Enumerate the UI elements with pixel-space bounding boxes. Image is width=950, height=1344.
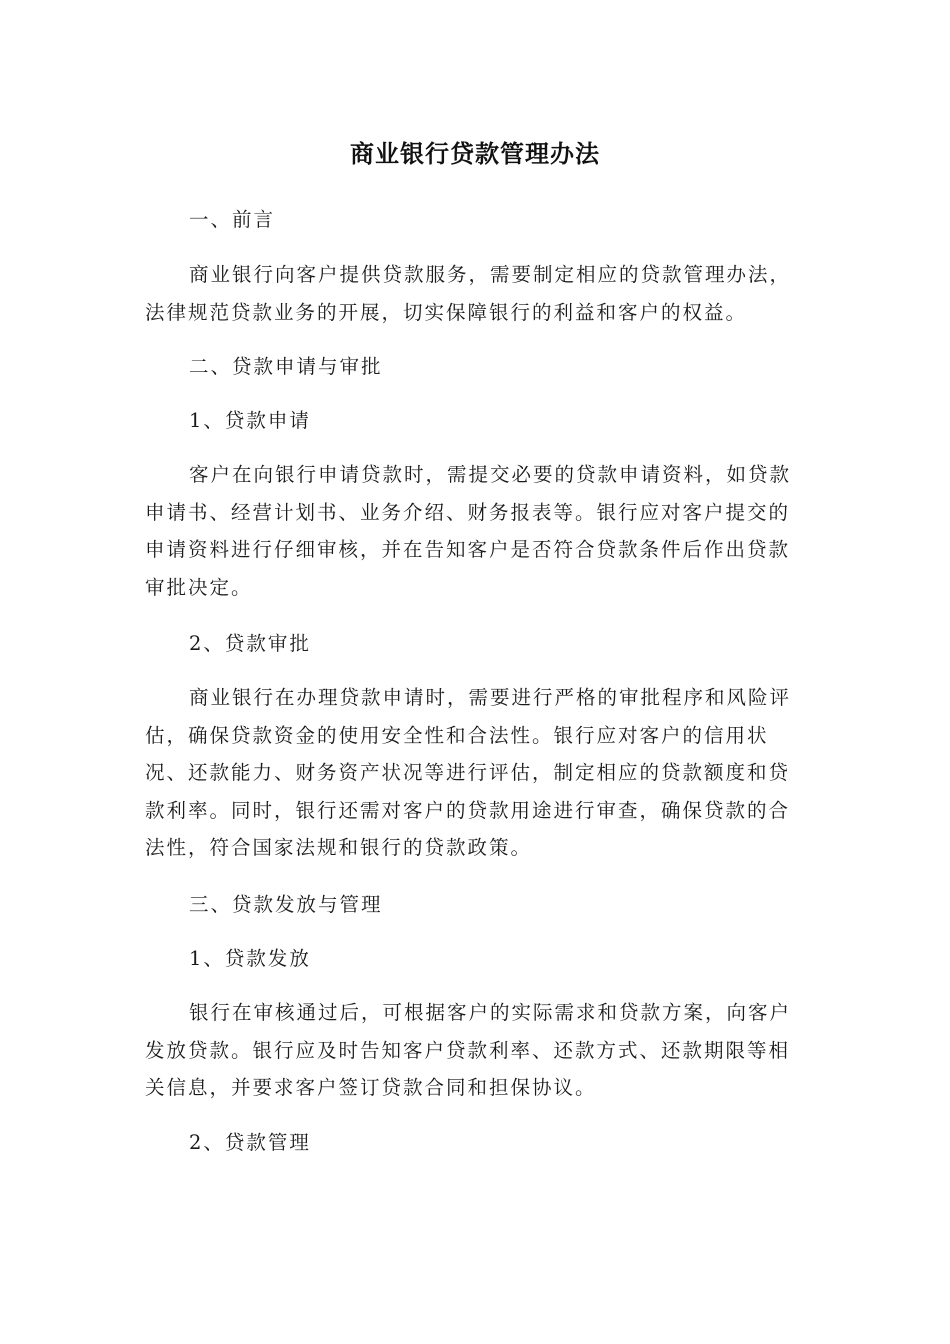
paragraph-loan-approval: 商业银行在办理贷款申请时，需要进行严格的审批程序和风险评估，确保贷款资金的使用安全性和合法性。银行应对客户的信用状况、还款能力、财务资产状况等进行评估，制定相应的贷款额度和贷款利率。同时，银行还需对客户的贷款用途进行审查，确保贷款的合法性，符合国家法规和银行的贷款政策。 (145, 686, 792, 859)
document-title: 商业银行贷款管理办法 (350, 140, 600, 168)
subsection-heading-loan-issuance: 1、贷款发放 (189, 947, 311, 970)
section-heading-preface: 一、前言 (189, 208, 276, 231)
paragraph-preface: 商业银行向客户提供贷款服务，需要制定相应的贷款管理办法，法律规范贷款业务的开展，切实保障银行的利益和客户的权益。 (145, 263, 792, 324)
subsection-heading-loan-approval: 2、贷款审批 (189, 632, 311, 655)
subsection-heading-loan-application: 1、贷款申请 (189, 409, 311, 432)
subsection-heading-loan-management: 2、贷款管理 (189, 1131, 311, 1154)
paragraph-loan-issuance: 银行在审核通过后，可根据客户的实际需求和贷款方案，向客户发放贷款。银行应及时告知客户贷款利率、还款方式、还款期限等相关信息，并要求客户签订贷款合同和担保协议。 (145, 1001, 792, 1099)
section-heading-issuance-management: 三、贷款发放与管理 (189, 893, 383, 916)
paragraph-loan-application: 客户在向银行申请贷款时，需提交必要的贷款申请资料，如贷款申请书、经营计划书、业务介绍、财务报表等。银行应对客户提交的申请资料进行仔细审核，并在告知客户是否符合贷款条件后作出贷款审批决定。 (145, 463, 792, 599)
section-heading-application-approval: 二、贷款申请与审批 (189, 355, 383, 378)
